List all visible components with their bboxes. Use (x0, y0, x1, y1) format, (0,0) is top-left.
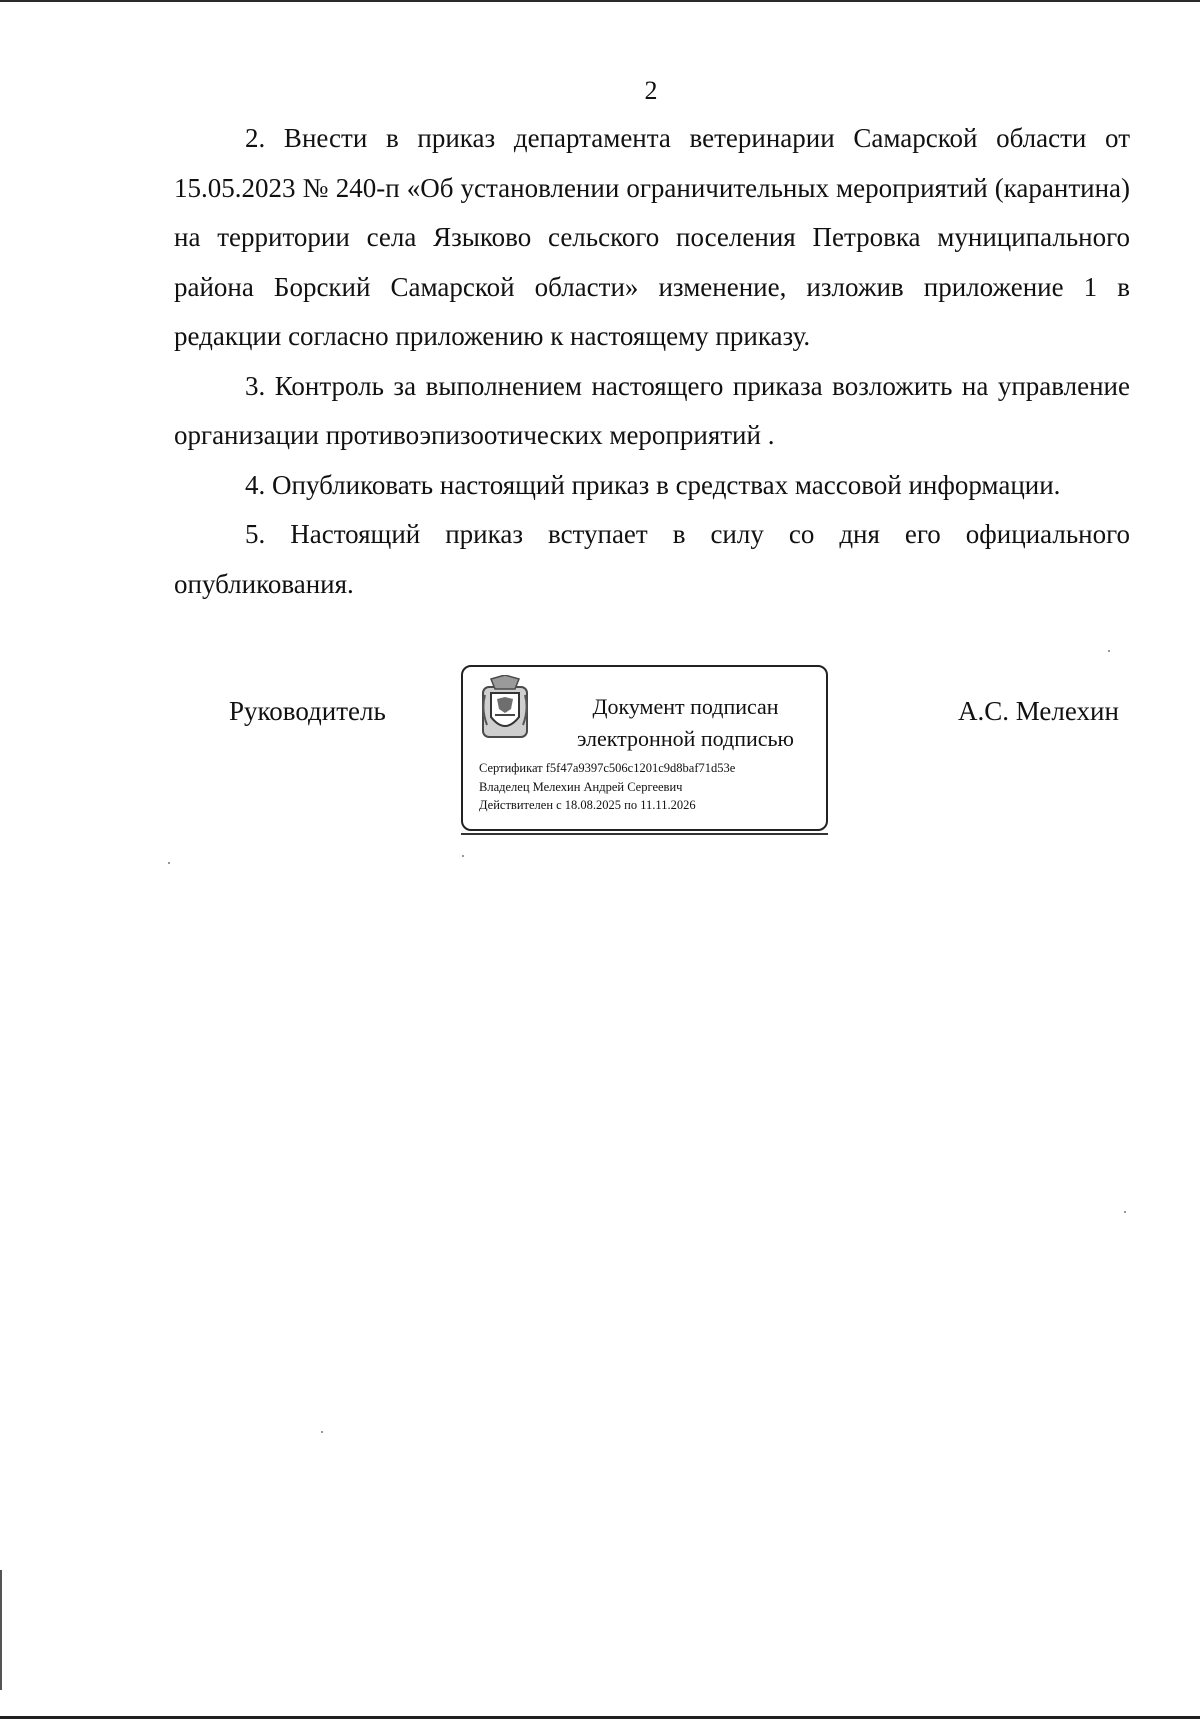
paragraph-2: 2. Внести в приказ департамента ветеринарии Самарской области от 15.05.2023 № 240-п «Об установлении ограничительных мероприятий (карантина) на территории села Языково сельского поселения Петровка муниципального района Борский Самарской области» изменение, изложив приложение 1 в редакции согласно приложению к настоящему приказу. (174, 123, 1130, 351)
paragraph-5: 5. Настоящий приказ вступает в силу со дня его официального опубликования. (174, 519, 1130, 599)
scan-edge-left (0, 1570, 2, 1690)
paragraph-3: 3. Контроль за выполнением настоящего приказа возложить на управление организации противоэпизоотических мероприятий . (174, 370, 1130, 450)
stamp-heading-line-2: электронной подписью (576, 726, 794, 751)
page-number: 2 (644, 76, 658, 105)
paragraph-4: 4. Опубликовать настоящий приказ в средствах массовой информации. (245, 469, 1061, 500)
electronic-signature-stamp (461, 665, 828, 831)
signer-position: Руководитель (229, 696, 386, 726)
stamp-heading (563, 691, 808, 755)
stamp-owner: Владелец Мелехин Андрей Сергеевич (479, 779, 683, 794)
signer-name: А.С. Мелехин (958, 696, 1119, 726)
scan-speck (1124, 1211, 1126, 1213)
stamp-underline (461, 833, 828, 835)
stamp-validity: Действителен с 18.08.2025 по 11.11.2026 (479, 798, 696, 812)
stamp-details (479, 759, 735, 815)
scan-speck (321, 1431, 323, 1433)
scan-speck (1108, 650, 1110, 652)
scan-speck (462, 855, 464, 857)
stamp-certificate: Сертификат f5f47a9397c506c1201c9d8baf71d53e (479, 761, 736, 775)
coat-of-arms-icon (481, 675, 529, 741)
scan-speck (168, 862, 170, 864)
stamp-heading-line-1: Документ подписан (592, 694, 779, 719)
